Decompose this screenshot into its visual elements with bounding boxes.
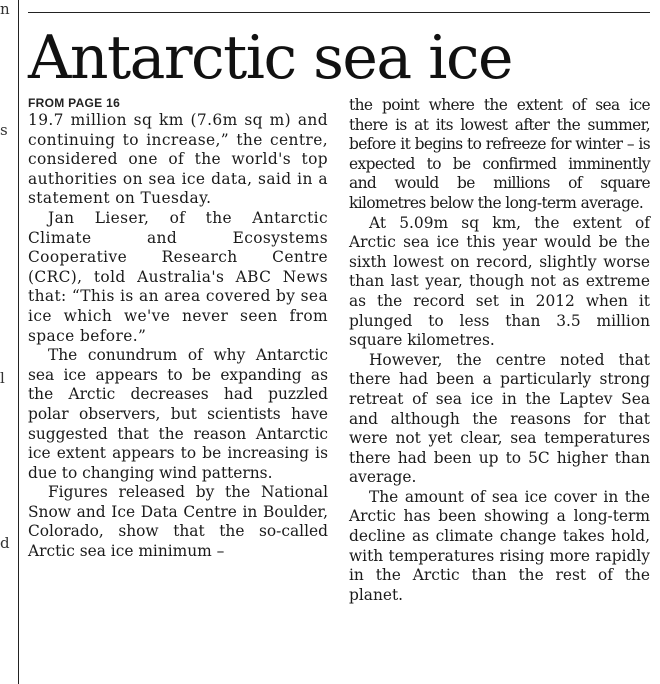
paragraph: At 5.09m sq km, the extent of Arctic sea ice this year would be the sixth lowest on record, slightly worse than last year, though not as extreme as the record set in 2012 when it plunged to less than 3.5 million square kilometres. (349, 213, 650, 350)
gutter-letter: d (0, 534, 10, 552)
gutter-letter: l (0, 369, 5, 387)
article-column-right (349, 96, 650, 605)
adjacent-column-fragment (0, 0, 14, 684)
paragraph: Figures released by the National Snow and Ice Data Centre in Boulder, Colorado, show that the so-called Arctic sea ice minimum – (28, 483, 328, 561)
paragraph: the point where the extent of sea ice there is at its lowest after the summer, before it begins to refreeze for winter – is expected to be confirmed imminently and would be millions of square kilometres below the long-term average. (349, 96, 650, 212)
gutter-letter: s (0, 121, 8, 139)
paragraph: The amount of sea ice cover in the Arctic has been showing a long-term decline as climate change takes hold, with temperatures rising more rapidly in the Arctic than the rest of the planet. (349, 487, 650, 604)
continuation-label: FROM PAGE 16 (28, 96, 121, 110)
column-divider (18, 0, 19, 684)
paragraph: 19.7 million sq km (7.6m sq m) and continuing to increase,” the centre, considered one of the world's top authorities on sea ice data, said in a statement on Tuesday. (28, 111, 328, 208)
headline: Antarctic sea ice (28, 23, 513, 93)
paragraph: However, the centre noted that there had been a particularly strong retreat of sea ice in the Laptev Sea and although the reasons for that were not yet clear, sea temperatures there had been up to 5C higher than average. (349, 350, 650, 487)
paragraph: Jan Lieser, of the Antarctic Climate and Ecosystems Cooperative Research Centre (CRC), told Australia's ABC News that: “This is an area covered by sea ice which we've never seen from space before.” (28, 208, 329, 345)
gutter-letter: n (0, 0, 10, 18)
top-rule (28, 12, 650, 13)
paragraph: The conundrum of why Antarctic sea ice appears to be expanding as the Arctic decreases had puzzled polar observers, but scientists have suggested that the reason Antarctic ice extent appears to be increasing is due to changing wind patterns. (28, 346, 328, 482)
article-column-left (28, 96, 328, 562)
